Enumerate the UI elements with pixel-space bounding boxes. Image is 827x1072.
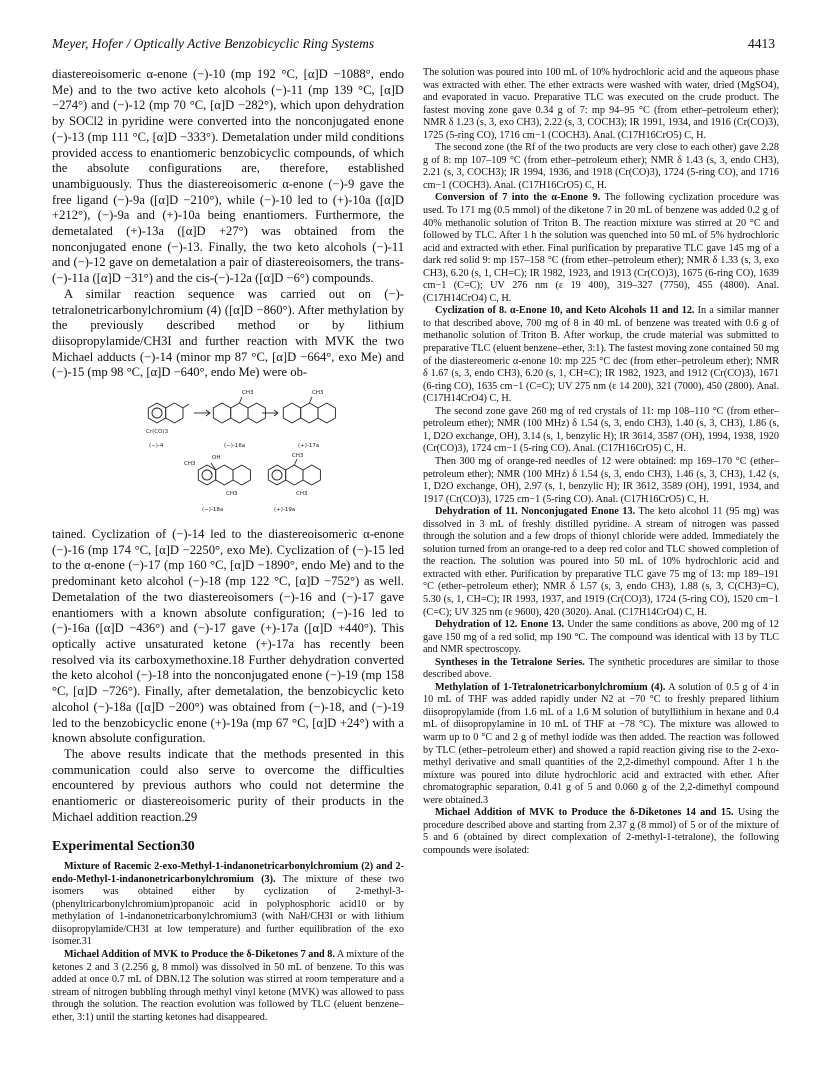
structure-17a <box>283 397 335 423</box>
structure-18a <box>198 463 250 485</box>
figure-label: CH3 <box>226 491 238 498</box>
paragraph: A similar reaction sequence was carried out on (−)-tetralonetricarbonylchromium (4) ([α]D −860°). After methylation by the previously described method or by lithium diisopropylamide/CH3I and further reaction with MVK the two Michael adducts (−)-14 (minor mp 87 °C, [α]D −664°, exo Me) and (−)-15 (mp 98 °C, [α]D −640°, endo Me) were ob- <box>52 286 404 380</box>
paragraph-heading: Mixture of Racemic 2-exo-Methyl-1-indanonetricarbonylchromium (2) and 2-endo-Methyl-1-indanonetricarbonylchromium (3). <box>52 861 404 885</box>
figure-label: CH3 <box>312 390 324 397</box>
paragraph-text: The keto alcohol 11 (95 mg) was dissolved in 3 mL of freshly distilled pyridine. A stream of nitrogen was passed through the solution and a few drops of thionyl chloride were added. Immediately the solution turned from an orange-red to a deep red color and TLC showed completion of the reaction. The solution was poured into 50 mL of 10% hydrochloric acid and extracted with ether. Purification by preparative TLC gave 75 mg of 13: mp 189–191 °C (ether–petroleum ether); NMR δ 1.57 (s, 3, endo CH3), 1.88 (s, 3, C(CH3)=C), 5.30 (s, 1, CH=C); IR 1993, 1937, and 1919 (Cr(CO)3), 1724 (5-ring CO), 1520 cm−1 (C=C); UV 325 nm (ε 9600), 420 (3020). Anal. (C17H14CrO4) C, H. <box>423 506 779 618</box>
paragraph <box>52 949 404 1024</box>
figure-label: (+)-17a <box>298 443 320 450</box>
paragraph-text: A solution of 0.5 g of 4 in 10 mL of THF was added rapidly under N2 at −70 °C to freshly prepared lithium diisopropylamide (from 1.6 mL of a 1.6 M solution of butyllithium in hexane and 0.4 mL of diisopropylamine in 10 mL of THF at −78 °C). The mixture was allowed to warm up to 0 °C and 2 g of methyl iodide was then added. The reaction was followed by TLC (ether–petroleum ether) and showed a rapid reaction giving rise to the 2-exo-methyl derivative and small quantities of the 2,2-dimethyl compound. After 1 h the mixture was poured into dilute hydrochloric acid and extracted with ether. After chromatographic separation, 0.41 g of 5 and 0.060 g of the 2,2-dimethyl compound were obtained.3 <box>423 681 779 806</box>
figure-label: CH3 <box>242 390 254 397</box>
page-header <box>52 36 775 56</box>
figure-label: (−)-4 <box>149 443 164 450</box>
paragraph <box>423 657 779 682</box>
paragraph-text: The following cyclization procedure was used. To 171 mg (0.5 mmol) of the diketone 7 in 20 mL of benzene was added 0.2 g of 40% methanolic solution of Triton B. The reaction mixture was stirred at 20 °C and followed by TLC. After 1 h the solution was quenched into 50 mL of 5% hydrochloric acid and extracted with ether. Final purification by preparative TLC gave 145 mg of a dark red solid 9: mp 157–158 °C (from ether–petroleum ether); NMR δ 1.33 (s, 3, exo CH3), 6.20 (s, 1, CH=C); IR 1982, 1923, and 1913 (Cr(CO)3), 1675 (6-ring CO), 1639 cm−1 (C=C); UV 276 nm (ε 19 400), 319–327 (7750), 455 (4800). Anal. (C17H14CrO4) C, H. <box>423 192 779 304</box>
paragraph-heading: Methylation of 1-Tetralonetricarbonylchromium (4). <box>435 681 666 693</box>
figure-label: (−)-16a <box>224 443 246 450</box>
paragraph: The second zone gave 260 mg of red crystals of 11: mp 108–110 °C (from ether–petroleum ether); NMR (100 MHz) δ 1.54 (s, 3, endo CH3), 1.40 (s, 3, CH3), 1.86 (s, 1, D2O exchange, OH), 3.14 (s, 1, benzylic H); IR 3614, 3587 (OH), 1994, 1938, 1920 (Cr(CO)3), 1724 cm−1 (5-ring CO). Anal. (C17H16CrO5) C, H. <box>423 405 779 455</box>
figure-label: OH <box>212 455 221 462</box>
structure-figure <box>52 385 404 521</box>
section-heading: Experimental Section30 <box>52 839 195 855</box>
structure-4 <box>148 403 189 423</box>
paragraph-heading: Michael Addition of MVK to Produce the δ-Diketones 14 and 15. <box>435 807 734 819</box>
paragraph: tained. Cyclization of (−)-14 led to the diastereoisomeric α-enone (−)-16 (mp 174 °C, [α]D −2250°, exo Me). Cyclization of (−)-15 led to the α-enone (−)-17 (mp 160 °C, [α]D −1890°, endo Me) and to the predominant keto alcohol (−)-18 (mp 122 °C, [α]D −752°) as well. Demetalation of the two diastereoisomers (−)-16 and (−)-17 gave enantiomers with a known absolute configuration; (−)-16 led to (−)-16a ([α]D −436°) and (−)-17 gave (+)-17a ([α]D +440°). This optically active unsaturated ketone (+)-17a has recently been resolved via its carboxymethoxine.18 Further dehydration converted the keto alcohol (−)-18 into the nonconjugated enone (−)-19 (mp 158 °C, [α]D −726°). Finally, after demetalation, the benzobicyclic keto alcohol (−)-18a ([α]D −200°) was obtained from (−)-18, and (−)-19 led to the benzobicyclic enone (+)-19a (mp 67 °C, [α]D +24°) with a known absolute configuration. <box>52 527 404 746</box>
paragraph-text: A mixture of the ketones 2 and 3 (2.256 g, 8 mmol) was dissolved in 50 mL of benzene. To this was added at once 0.7 mL of DBN.12 The solution was stirred at room temperature and a stream of nitrogen bubbling through methyl vinyl ketone (MVK) was allowed to pass through the solution. The reaction evolution was followed by TLC (eluent benzene–ether, 3:1) until the starting ketones had disappeared. <box>52 948 404 1023</box>
paragraph-text: The synthetic procedures are similar to those described above. <box>423 656 779 681</box>
paragraph <box>423 192 779 305</box>
paragraph <box>423 619 779 657</box>
figure-label: Cr(CO)3 <box>146 429 169 436</box>
paragraph <box>423 305 779 405</box>
paragraph <box>423 807 779 857</box>
figure-label: (+)-19a <box>274 507 296 514</box>
paragraph <box>52 861 404 949</box>
paragraph-heading: Cyclization of 8. α-Enone 10, and Keto Alcohols 11 and 12. <box>435 305 695 317</box>
page-number: 4413 <box>748 36 775 51</box>
paragraph-heading: Dehydration of 11. Nonconjugated Enone 13. <box>435 506 636 518</box>
paragraph <box>423 682 779 807</box>
paragraph-text: Using the procedure described above and starting from 2.37 g (8 mmol) of 5 or of the mixture of 5 and 6 (obtained by direct complexation of 2-methyl-1-tetralone), the following compounds were isolated: <box>423 807 779 856</box>
paragraph: diastereoisomeric α-enone (−)-10 (mp 192 °C, [α]D −1088°, endo Me) and to the two active keto alcohols (−)-11 (mp 139 °C, [α]D −274°) and (−)-12 (mp 70 °C, [α]D −282°), which upon dehydration by SOCl2 in pyridine were converted into the nonconjugated enone (−)-13 (mp 111 °C, [α]D −333°). Demetalation under mild conditions provided access to enantiomeric benzobicyclic compounds, of which the absolute configurations are, therefore, established unambiguously. Thus the diastereoisomeric α-enone (−)-9 gave the free ligand (−)-9a ([α]D −210°), while (−)-10 led to (+)-10a ([α]D +212°), (−)-9a and (+)-10a being enantiomers. Furthermore, the demetalated (+)-13a ([α]D +27°) was obtained from the nonconjugated enone (−)-13. Finally, the two keto alcohols (−)-11 and (−)-12 gave on demetalation a pair of diastereoisomers, the trans-(−)-11a ([α]D −31°) and the cis-(−)-12a ([α]D −6°) compounds. <box>52 67 404 286</box>
figure-label: CH3 <box>184 461 196 468</box>
paragraph-text: In a similar manner to that described above, 700 mg of 8 in 40 mL of benzene was treated with 0.6 g of methanolic solution of Triton B. After workup, the crude material was submitted to preparative TLC (eluent benzene–ether, 3:1). The fastest moving zone contained 50 mg of the diastereomeric α-enone 10: mp 225 °C dec (from ether–petroleum ether); NMR δ 1.67 (s, 3, endo CH3), 6.20 (s, 1, CH=C); IR 1982, 1923, and 1912 (Cr(CO)3), 1671 (6-ring CO), 1635 cm−1 (C=C); UV 275 nm (ε 14 200), 321 (7000), 450 (2800). Anal. (C17H14CrO4) C, H. <box>423 305 779 405</box>
figure-label: CH3 <box>296 491 308 498</box>
paragraph-heading: Syntheses in the Tetralone Series. <box>435 656 585 668</box>
structure-16a <box>213 397 265 423</box>
paragraph: The second zone (the Rf of the two products are very close to each other) gave 2.28 g of 8: mp 107–109 °C (from ether–petroleum ether); NMR δ 1.43 (s, 3, endo CH3), 2.21 (s, 3, COCH3); IR 1994, 1936, and 1918 (Cr(CO)3), 1724 (5-ring CO), and 1716 cm−1 (COCH3). Anal. (C17H16CrO5) C, H. <box>423 142 779 191</box>
right-column <box>423 67 779 857</box>
paragraph: The solution was poured into 100 mL of 10% hydrochloric acid and the aqueous phase was extracted with ether. The ether extracts were washed with water, dried (MgSO4), and evaporated in vacuo. Preparative TLC was executed on the crude product. The fastest moving zone gave 0.34 g of 7: mp 94–95 °C (from ether–petroleum ether); NMR δ 1.23 (s, 3, exo CH3), 2.22 (s, 3, COCH3); IR 1991, 1934, and 1916 (Cr(CO)3), 1725 (5-ring CO), 1716 cm−1 (COCH3). Anal. (C17H16CrO5) C, H. <box>423 67 779 141</box>
paragraph: Then 300 mg of orange-red needles of 12 were obtained: mp 169–170 °C (ether–petroleum ether); NMR (100 MHz) δ 1.54 (s, 3, endo CH3), 1.46 (s, 3, CH3), 1.42 (s, 1, D2O exchange, OH), 2.97 (s, 1, benzylic H); IR 3612, 3589 (OH), 1991, 1934, and 1917 (Cr(CO)3), 1725 cm−1 (5-ring CO). Anal. (C17H16CrO5) C, H. <box>423 455 779 505</box>
paragraph-text: The mixture of these two isomers was obtained either by cyclization of 2-methyl-3-(phenyltricarbonylchromium)propanoic acid in polyphosphoric acid10 or by methylation of 1-indanonetricarbonylchromium3 (with NaH/CH3I or with lithium diisopropylamide/CH3I at low temperature) and further equilibration of the exo isomer.31 <box>52 873 404 948</box>
figure-label: (−)-18a <box>202 507 224 514</box>
paragraph-heading: Dehydration of 12. Enone 13. <box>435 619 565 631</box>
paragraph: The above results indicate that the methods presented in this communication could also serve to overcome the difficulties encountered by previous authors who could not determine the enantiomeric or diastereoisomeric purity of their products in the Michael addition reaction.29 <box>52 746 404 824</box>
left-column <box>52 67 404 1024</box>
paragraph-heading: Conversion of 7 into the α-Enone 9. <box>435 192 601 204</box>
structure-19a <box>268 459 320 485</box>
figure-label: CH3 <box>292 453 304 460</box>
paragraph <box>423 506 779 619</box>
chemical-structures <box>52 385 404 521</box>
running-title: Meyer, Hofer / Optically Active Benzobicyclic Ring Systems <box>52 36 375 51</box>
paragraph-heading: Michael Addition of MVK to Produce the δ-Diketones 7 and 8. <box>64 948 335 960</box>
paragraph-text: Under the same conditions as above, 200 mg of 12 gave 150 mg of a red solid, mp 190 °C. The compound was identical with 13 by TLC and NMR spectroscopy. <box>423 619 779 656</box>
